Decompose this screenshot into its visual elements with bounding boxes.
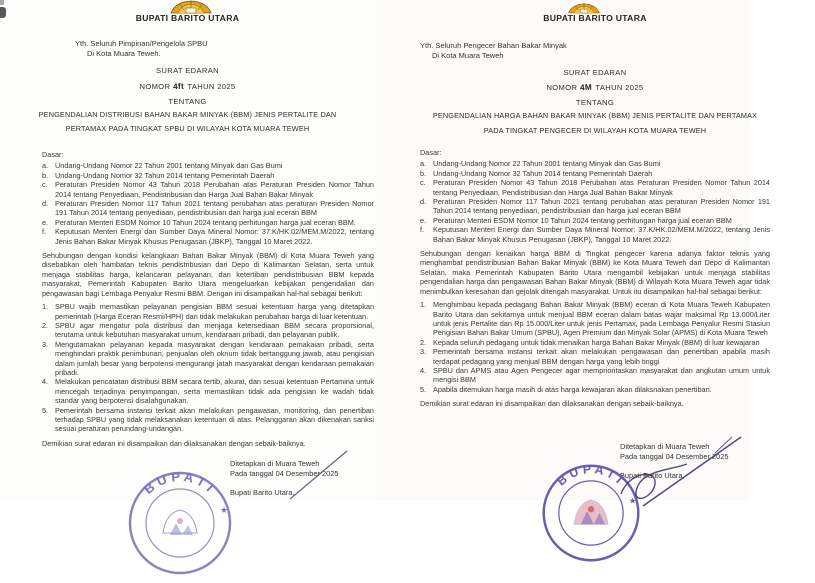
signoff-date: Pada tanggal 04 Desember 2025 (230, 469, 339, 479)
doc-title-line1: PENGENDALIAN DISTRIBUSI BAHAN BAKAR MINYAK (BBM) JENIS PERTALITE DAN (38, 110, 337, 119)
official-stamp (539, 461, 643, 570)
recipient-line1: Yth. Seluruh Pengecer Bahan Bakar Minyak (420, 41, 567, 50)
dasar-item: e. Peraturan Menteri ESDM Nomor 10 Tahun 2024 tentang perhitungan harga jual eceran BBM (420, 215, 732, 225)
nomor-prefix: NOMOR (139, 82, 171, 91)
letter-body (42, 150, 374, 448)
document-surat-edaran-spbu (0, 0, 375, 515)
doc-type-heading: SURAT EDARAN (563, 68, 627, 77)
directive-item: 1. SPBU wajib memastikan pelayanan pengisian BBM sesuai ketentuan harga yang ditetapkan pemerintah (Harga Eceran Resmi/HPH) dan tidak melakukan perubahan harga di luar ketentuan. (42, 302, 374, 321)
recipient-line2: Di Kota Muara Teweh (432, 50, 504, 60)
nomor-suffix: TAHUN 2025 (595, 83, 644, 92)
stamp-text: BUPATI (140, 468, 220, 498)
signoff-place: Ditetapkan di Muara Teweh (620, 442, 710, 451)
recipient-block (75, 39, 208, 58)
dasar-item: d. Peraturan Presiden Nomor 117 Tahun 2021 tentang perubahan atas peraturan Presiden Nomor 191 Tahun 2014 tentang penyediaan, pendistribusian dan harga jual eceran BBM (420, 197, 770, 216)
directive-item: 2. SPBU agar mengatur pola distribusi dan menjaga ketersediaan BBM secara proporsional, terutama untuk kebutuhan masyarakat umum, kendaraan pribadi, dan pelayanan publik. (42, 320, 374, 340)
signoff-role: Bupati Barito Utara, (230, 487, 295, 497)
closing-paragraph: Demikian surat edaran ini disampaikan dan dilaksanakan dengan sebaik-baiknya. (42, 438, 306, 448)
signoff-block (230, 459, 338, 498)
opening-paragraph: Sehubungan dengan kondisi kelangkaan Bahan Bakar Minyak (BBM) di Kota Muara Teweh yang disebabkan oleh hambatan teknis pendistribusian dari Depo di Kalimantan Selatan, serta untuk menjaga stabilitas harga, kelancaran pelayanan, dan ketertiban pendistribusian BBM kepada masyarakat, Pemerintah Kabupaten Barito Utara mengeluarkan kebijakan pengendalian dan pengawasan bagi Lembaga Penyalur Resmi BBM. Dengan ini disampaikan hal-hal sebagai berikut: (42, 251, 374, 298)
directive-item: 2. Kepada seluruh pedagang untuk tidak menaikan harga Bahan Bakar Minyak (BBM) di luar kewajaran (420, 337, 760, 347)
tentang-label: TENTANG (575, 98, 615, 107)
stamp-emblem-icon (163, 510, 197, 535)
closing-paragraph: Demikian surat edaran ini disampaikan dan dilaksanakan dengan sebaik-baiknya. (420, 399, 684, 409)
dasar-item: c. Peraturan Presiden Nomor 43 Tahun 2018 Perubahan atas Peraturan Presiden Nomor Tahun 2014 tentang Penyediaan, Pendistribusian dan Harga Jual Bahan Bakar Minyak (420, 178, 770, 197)
dasar-item: f. Keputusan Menteri Energi dan Sumber Daya Mineral Nomor: 37.K/HK.02/MEM.M/2022, tentang Jenis Bahan Bakar Minyak Khusus Penugasan (JBKP), Tanggal 10 Maret 2022. (420, 225, 770, 244)
dasar-item: c. Peraturan Presiden Nomor 43 Tahun 2018 Perubahan atas Peraturan Presiden Nomor Tahun 2014 tentang Penyediaan, Pendistribusian dan Harga Jual Bahan Bakar Minyak (42, 180, 374, 199)
recipient-block (420, 41, 567, 60)
handwritten-number: 4ft (173, 81, 185, 92)
official-stamp (125, 468, 235, 583)
doc-title-line2: PADA TINGKAT PENGECER DI WILAYAH KOTA MUARA TEWEH (483, 126, 707, 135)
scan-artifact (0, 0, 4, 5)
svg-text:BUPATI (554, 462, 628, 489)
letter-body (420, 148, 770, 409)
stamp-text: BUPATI (554, 462, 629, 489)
recipient-line2: Di Kota Muara Teweh. (87, 48, 161, 58)
signoff-place: Ditetapkan di Muara Teweh (230, 459, 320, 468)
directive-item: 5. Pemerintah bersama instansi terkait akan melakukan pengawasan, monitoring, dan penertiban terhadap SPBU yang tidak melaksanakan ketentuan di atas. Pelanggaran akan dikenakan sanksi sesuai peraturan perundang-undangan. (42, 405, 374, 434)
doc-title-line1: PENGENDALIAN HARGA BAHAN BAKAR MINYAK (BBM) JENIS PERTALITE DAN PERTAMAX (432, 111, 758, 120)
nomor-line (375, 83, 815, 92)
nomor-suffix: TAHUN 2025 (187, 82, 236, 91)
dasar-item: e. Peraturan Menteri ESDM Nomor 10 Tahun 2024 tentang perhitungan harga jual eceran BBM. (42, 217, 356, 227)
document-surat-edaran-pengecer (375, 0, 770, 506)
tentang-label: TENTANG (168, 97, 207, 106)
signoff-date: Pada tanggal 04 Desember 2025 (620, 452, 729, 462)
dasar-item: d. Peraturan Presiden Nomor 117 Tahun 2021 tentang perubahan atas peraturan Presiden Nomor 191 Tahun 2014 tentang penyediaan, pendistribusian dan harga jual eceran BBM (42, 199, 374, 218)
directive-item: 1. Menghimbau kepada pedagang Bahan Bakar Minyak (BBM) eceran di Kota Muara Teweh Kabupaten Barito Utara dan sekitarnya untuk menjual BBM eceran dalam batas wajar maksimal Rp 13.000/Liter untuk jenis Pertalite dan Rp 15.000/Liter untuk jenis Pertamax, pada Lembaga Penyalur Resmi Stasiun Pengisian Bahan Bakar Umum (SPBU), Agen Premium dan Minyak Solar (APMS) di Kota Muara Teweh (420, 300, 770, 338)
directive-item: 3. Mengutamakan pelayanan kepada masyarakat dengan kendaraan pemakaian pribadi, serta menghindari praktik penimbunan, penjualan oleh oknum tidak bertanggung jawab, atau pengisian dalam jumlah besar yang berpotensi mengurangi jatah masyarakat dengan kendaraan pemakaian pribadi. (42, 339, 374, 377)
directive-item: 5. Apabila ditemukan harga masih di atas harga kewajaran akan dilaksnakan penertiban. (420, 384, 712, 394)
doc-type-heading: SURAT EDARAN (156, 66, 219, 75)
directive-item: 4. SPBU dan APMS atau Agen Pengecer agar memprioritaskan masyarakat dan angkutan umum untuk mengisi BBM (420, 365, 770, 385)
letterhead-title: BUPATI BARITO UTARA (135, 13, 240, 23)
dasar-item: f. Keputusan Menteri Energi dan Sumber Daya Mineral Nomor: 37.K/HK.02/MEM.M/2022, tentang Jenis Bahan Bakar Minyak Khusus Penugasan (JBKP), Tanggal 10 Maret 2022. (42, 227, 374, 246)
handwritten-number: 4M (580, 82, 593, 93)
stamp-emblem-icon (574, 500, 608, 525)
doc-title-line2: PERTAMAX PADA TINGKAT SPBU DI WILAYAH KOTA MUARA TEWEH (65, 124, 310, 133)
recipient-line1: Yth. Seluruh Pimpinan/Pengelola SPBU (75, 39, 208, 48)
dasar-label: Dasar: (420, 148, 442, 157)
nomor-prefix: NOMOR (546, 83, 578, 92)
directive-item: 4. Melakukan pencatatan distribusi BBM secara tertib, akurat, dan sesuai ketentuan Pertamina untuk mencegah terjadinya penyimpangan, serta memastikan tidak ada pengisian ke wadah tidak standar yang berpotensi disalahgunakan. (42, 377, 374, 406)
dasar-item: b. Undang-Undang Nomor 32 Tahun 2014 tentang Pemerintah Daerah (42, 170, 275, 180)
dasar-item: a. Undang-Undang Nomor 22 Tahun 2001 tentang Minyak dan Gas Bumi (420, 159, 661, 169)
directive-item: 3. Pemerintah bersama instansi terkait akan melakukan pengawasan dan penertiban apabila masih terdapat pedagang yang menjual BBM dengan harga yang lebih tinggi (420, 347, 770, 366)
stamp-star-icon: ★ (628, 495, 637, 506)
opening-paragraph: Sehubungan dengan kenaikan harga BBM di Tingkat pengecer karena adanya faktor teknis yang menghambat pendistribusian Bahan Bakar Minyak (BBM) ke Kota Muara Teweh dari Depo di Kalimantan Selatan, maka Pemerintah Kabupaten Barito Utara mengambil kebijakan untuk menjaga stabilitas pengendalian harga dan pengawasan Bahan Bakar Minyak (BBM) di Wilayah Kota Muara Teweh agar tidak menimbulkan keresahan dan gejolak ditengah masyarakat. Untuk itu disampaikan hal-hal sebagai berikut: (420, 249, 770, 296)
dasar-item: b. Undang-Undang Nomor 32 Tahun 2014 tentang Pemerintah Daerah (420, 168, 653, 178)
dasar-label: Dasar: (42, 150, 64, 159)
scan-artifact (0, 7, 6, 18)
signoff-role: Bupati Barito Utara, (620, 470, 685, 480)
nomor-line (0, 82, 375, 91)
letterhead-title: BUPATI BARITO UTARA (543, 13, 647, 23)
svg-text:BUPATI (141, 469, 220, 497)
dasar-item: a. Undang-Undang Nomor 22 Tahun 2001 tentang Minyak dan Gas Bumi (42, 161, 283, 171)
stamp-star-icon: ★ (220, 505, 229, 515)
